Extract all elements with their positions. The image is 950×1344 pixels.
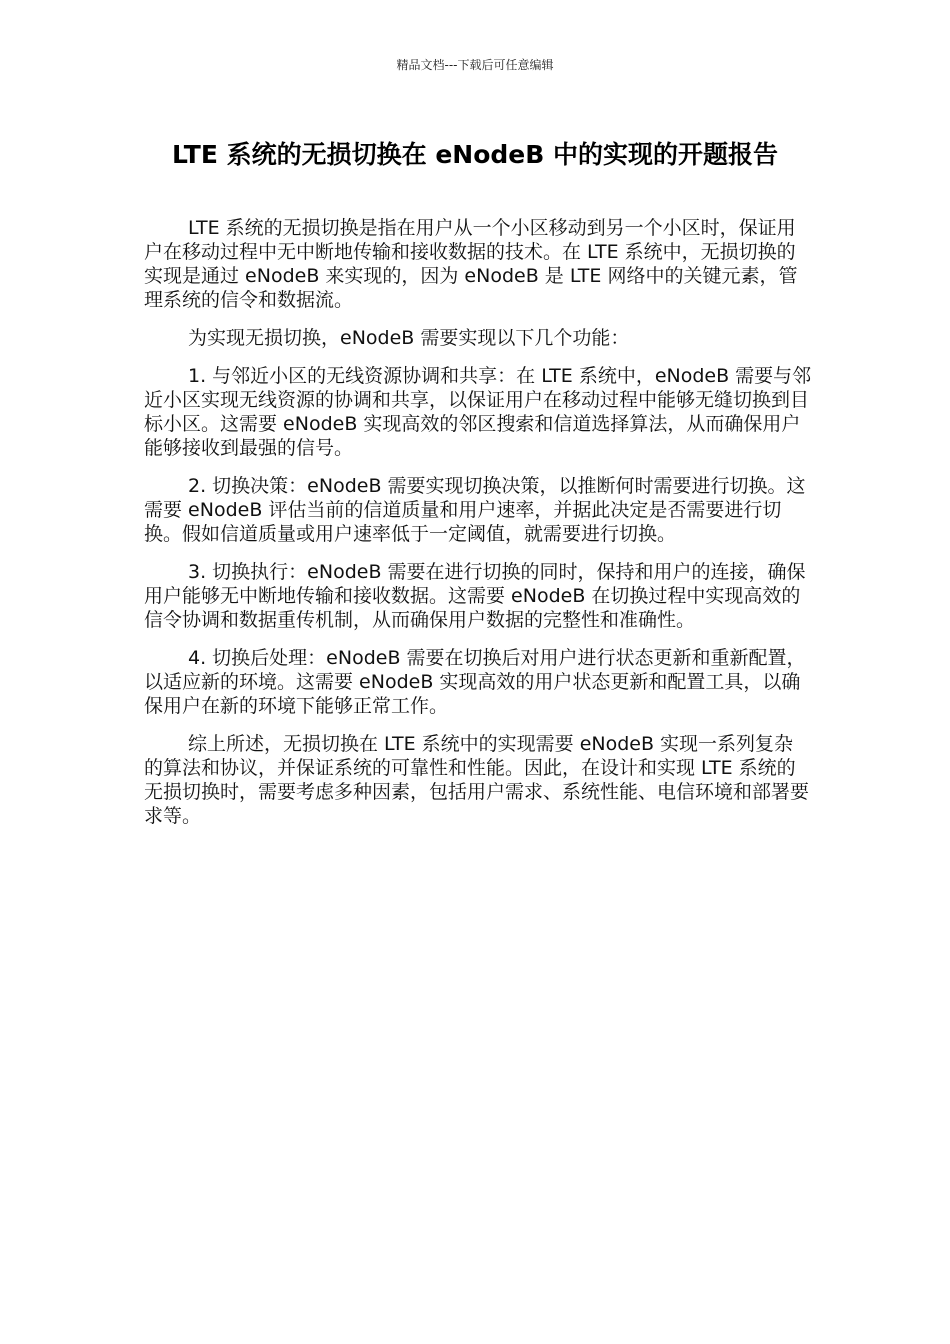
paragraph-item-2: 2. 切换决策：eNodeB 需要实现切换决策，以推断何时需要进行切换。这需要 eNodeB 评估当前的信道质量和用户速率，并据此决定是否需要进行切换。假如信道质量或用户速率低于一定阈值，就需要进行切换。 bbox=[144, 475, 806, 545]
document-title: LTE 系统的无损切换在 eNodeB 中的实现的开题报告 bbox=[172, 140, 778, 169]
paragraph-item-3: 3. 切换执行：eNodeB 需要在进行切换的同时，保持和用户的连接，确保用户能够无中断地传输和接收数据。这需要 eNodeB 在切换过程中实现高效的信令协调和数据重传机制，从而确保用户数据的完整性和准确性。 bbox=[144, 561, 806, 631]
paragraph-intro: LTE 系统的无损切换是指在用户从一个小区移动到另一个小区时，保证用户在移动过程中无中断地传输和接收数据的技术。在 LTE 系统中，无损切换的实现是通过 eNodeB 来实现的，因为 eNodeB 是 LTE 网络中的关键元素，管理系统的信令和数据流。 bbox=[144, 217, 798, 311]
header-note: 精品文档---下载后可任意编辑 bbox=[396, 58, 554, 72]
document-body bbox=[144, 216, 812, 842]
paragraph-functions-lead: 为实现无损切换，eNodeB 需要实现以下几个功能： bbox=[188, 327, 630, 349]
paragraph-item-1: 1. 与邻近小区的无线资源协调和共享：在 LTE 系统中，eNodeB 需要与邻近小区实现无线资源的协调和共享，以保证用户在移动过程中能够无缝切换到目标小区。这需要 eNodeB 实现高效的邻区搜索和信道选择算法，从而确保用户能够接收到最强的信号。 bbox=[144, 365, 812, 459]
paragraph-conclusion: 综上所述，无损切换在 LTE 系统中的实现需要 eNodeB 实现一系列复杂的算法和协议，并保证系统的可靠性和性能。因此，在设计和实现 LTE 系统的无损切换时，需要考虑多种因素，包括用户需求、系统性能、电信环境和部署要求等。 bbox=[144, 733, 810, 827]
paragraph-item-4: 4. 切换后处理：eNodeB 需要在切换后对用户进行状态更新和重新配置，以适应新的环境。这需要 eNodeB 实现高效的用户状态更新和配置工具，以确保用户在新的环境下能够正常工作。 bbox=[144, 647, 806, 717]
